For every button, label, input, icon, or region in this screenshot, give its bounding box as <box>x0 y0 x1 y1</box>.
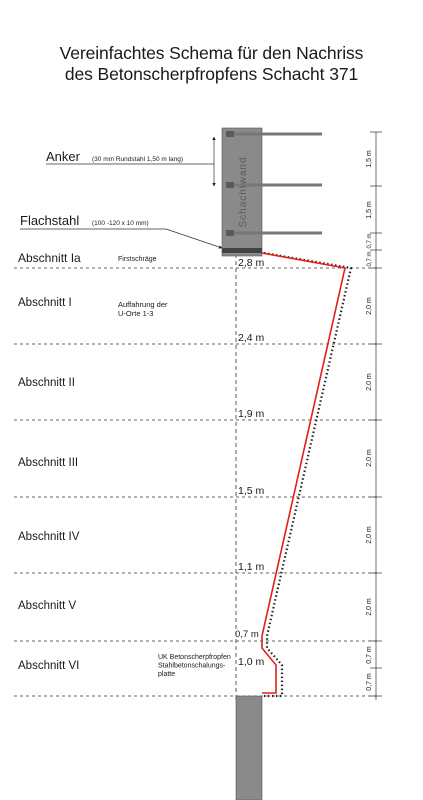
flat-steel-plate <box>222 248 262 253</box>
section-label: Abschnitt Ia <box>18 251 81 265</box>
section-label: Abschnitt VI <box>18 660 80 672</box>
height-label: 0,7 m <box>366 673 373 691</box>
width-label: 1,5 m <box>238 485 265 497</box>
note-line: UK Betonscherpfropfen <box>158 654 231 661</box>
section-label: Abschnitt II <box>18 377 75 389</box>
anchor-label: Anker <box>46 149 80 164</box>
section-label: Abschnitt I <box>18 297 72 309</box>
flat-steel-leader-arrow <box>166 229 222 248</box>
section-label: Abschnitt IV <box>18 531 80 543</box>
height-label: 1,5 m <box>366 150 373 168</box>
flat-steel-label: Flachstahl <box>20 213 80 228</box>
diagram-title-line-1: Vereinfachtes Schema für den Nachriss <box>59 43 364 63</box>
anchor-plate <box>226 182 234 188</box>
section-note-i <box>118 300 168 318</box>
section-note-ia <box>118 256 157 263</box>
note-line: Stahlbetonschalungs- <box>158 662 226 670</box>
section-label: Abschnitt V <box>18 600 77 612</box>
height-label: 2,0 m <box>366 598 373 616</box>
note-line: U-Orte 1-3 <box>118 309 154 318</box>
width-label: 0,7 m <box>235 629 259 640</box>
diagram-title-line-2: des Betonscherpfropfens Schacht 371 <box>64 64 359 84</box>
height-label: 0,7 m <box>367 251 373 267</box>
shaft-wall-lower <box>236 696 262 800</box>
height-label: 2,0 m <box>366 373 373 391</box>
height-label: 0,7 m <box>366 646 373 664</box>
note-line: Auffahrung der <box>118 300 168 309</box>
width-label: 2,8 m <box>238 257 265 269</box>
section-labels <box>18 251 81 672</box>
anchor-plate <box>226 230 234 236</box>
height-label: 2,0 m <box>366 449 373 467</box>
width-label: 2,4 m <box>238 332 265 344</box>
section-note-vi <box>158 654 231 678</box>
height-label: 2,0 m <box>366 526 373 544</box>
height-label: 0,7 m <box>367 233 373 249</box>
width-label: 1,1 m <box>238 561 265 573</box>
excavation-outline <box>264 253 351 696</box>
shaft-wall-label: Schachtwand <box>238 156 249 228</box>
flat-steel-spec: (100 -120 x 10 mm) <box>92 220 149 227</box>
note-line: Firstschräge <box>118 256 157 263</box>
height-dimension-labels <box>366 150 373 691</box>
anchor-spec: (30 mm Rundstahl 1,50 m lang) <box>92 156 184 163</box>
height-label: 1,5 m <box>366 201 373 219</box>
width-labels <box>235 257 265 668</box>
width-label: 1,0 m <box>238 656 265 668</box>
section-label: Abschnitt III <box>18 457 79 469</box>
section-boundaries <box>14 268 378 696</box>
width-label: 1,9 m <box>238 408 265 420</box>
height-label: 2,0 m <box>366 297 373 315</box>
anchor-plate <box>226 131 234 137</box>
note-line: platte <box>158 671 176 678</box>
plug-profile-line <box>262 253 345 693</box>
